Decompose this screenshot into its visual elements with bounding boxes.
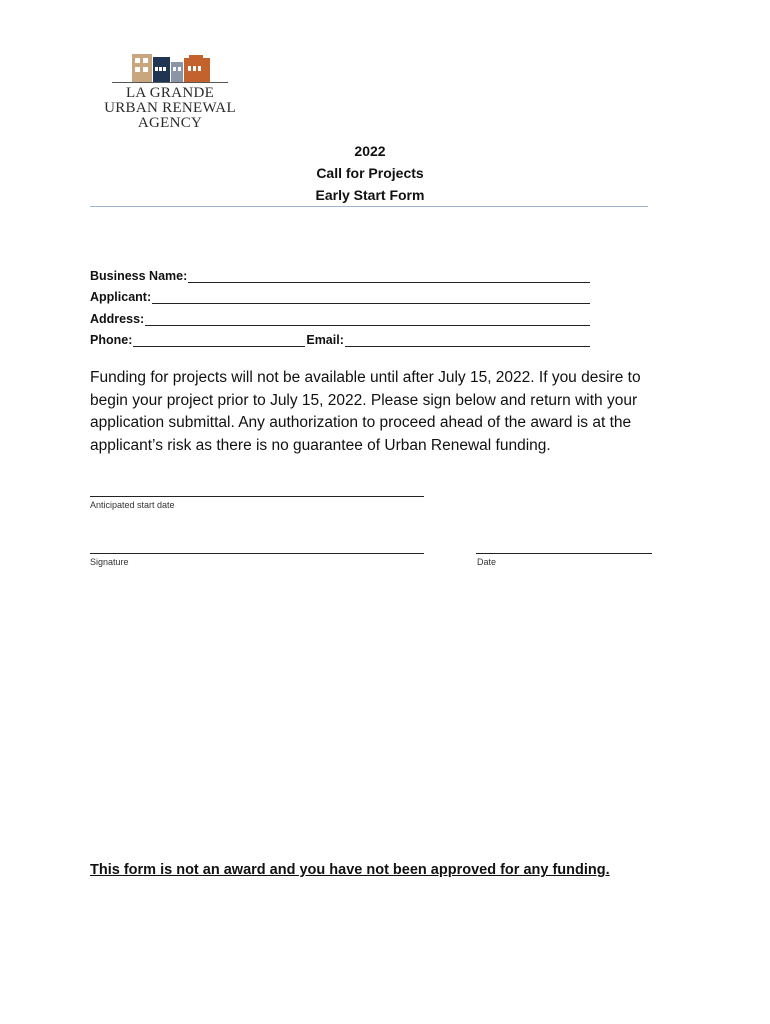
signature-field[interactable] <box>90 553 424 554</box>
title-divider <box>90 206 648 207</box>
applicant-row <box>90 283 590 305</box>
applicant-fields <box>90 261 590 347</box>
agency-logo <box>95 52 245 132</box>
start-date-field[interactable] <box>90 496 424 497</box>
logo-line-1: LA GRANDE <box>125 85 215 101</box>
phone-field[interactable] <box>133 332 305 347</box>
business-name-field[interactable] <box>188 268 590 283</box>
address-label: Address: <box>90 311 145 326</box>
form-title <box>90 140 650 206</box>
business-name-label: Business Name: <box>90 268 188 283</box>
title-form-name: Early Start Form <box>315 187 425 203</box>
applicant-label: Applicant: <box>90 290 152 304</box>
business-name-row <box>90 261 590 283</box>
buildings-icon <box>110 52 230 86</box>
start-date-label: Anticipated start date <box>90 500 175 510</box>
logo-text <box>95 86 245 131</box>
funding-notice-paragraph: Funding for projects will not be available until after July 15, 2022. If you desire to begin your project prior to July 15, 2022. Please sign below and return with your application submittal. Any authorization to proceed ahead of the award is at the applicant’s risk as there is no guarantee of Urban Renewal funding. <box>90 369 641 454</box>
date-field[interactable] <box>476 553 652 554</box>
address-field[interactable] <box>145 311 590 326</box>
phone-email-row <box>90 326 590 348</box>
signature-label: Signature <box>90 557 129 567</box>
email-label: Email: <box>306 333 344 347</box>
phone-label: Phone: <box>90 333 133 347</box>
applicant-field[interactable] <box>152 289 590 304</box>
logo-line-3: AGENCY <box>137 115 203 131</box>
email-field[interactable] <box>345 332 590 347</box>
logo-line-2: URBAN RENEWAL <box>104 100 236 116</box>
title-year: 2022 <box>354 143 386 159</box>
title-call: Call for Projects <box>316 165 424 181</box>
date-label: Date <box>477 557 497 567</box>
disclaimer-notice: This form is not an award and you have not been approved for any funding. <box>90 862 610 878</box>
address-row <box>90 304 590 326</box>
